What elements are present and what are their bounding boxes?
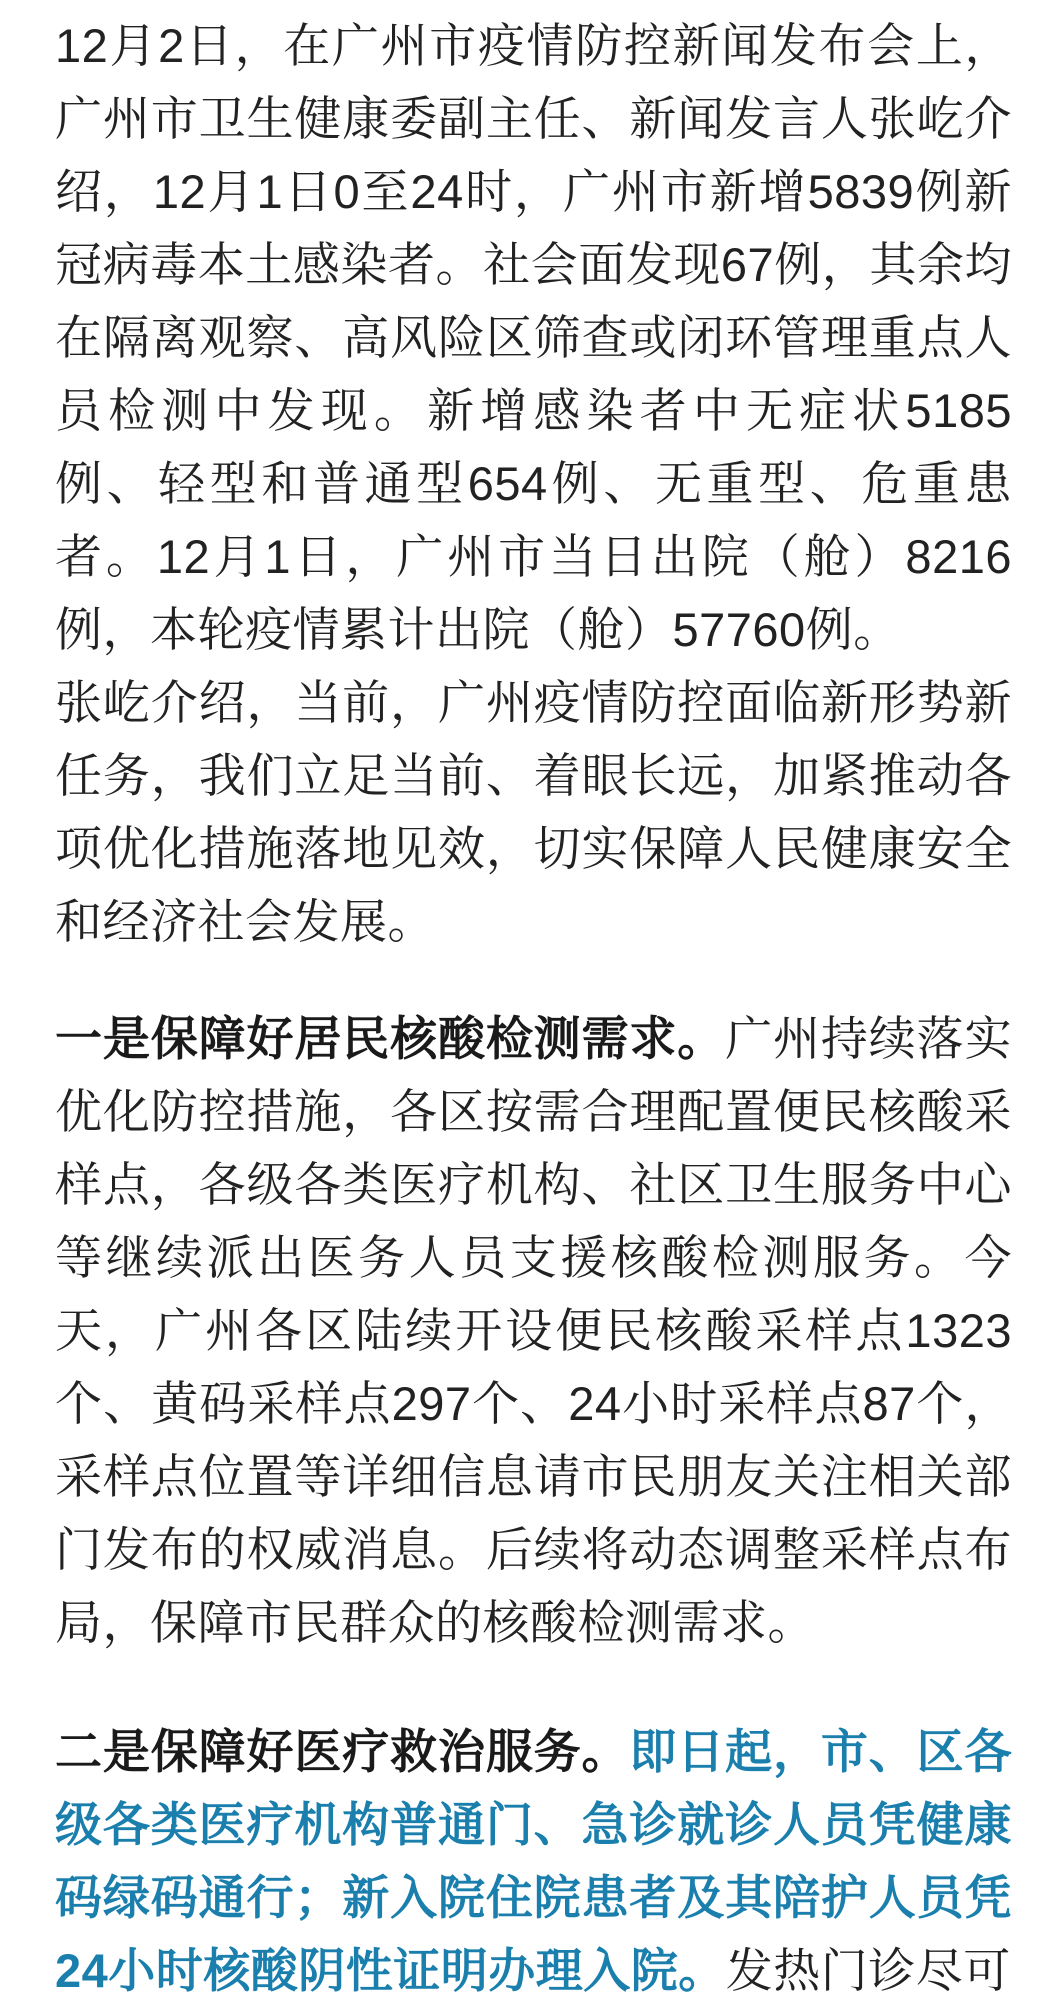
highlighted-policy-text: 即日起，市、区各级各类医疗机构普通门、急诊就诊人员凭健康码绿码通行；新入院住院患者及其陪护人员凭24小时核酸阴性证明办理入院。 [55, 1725, 1013, 1997]
paragraph-daily-cases [55, 9, 1012, 666]
paragraph-text: 12月2日，在广州市疫情防控新闻发布会上，广州市卫生健康委副主任、新闻发言人张屹介绍，12月1日0至24时，广州市新增5839例新冠病毒本土感染者。社会面发现67例，其余均在隔离观察、高风险区筛查或闭环管理重点人员检测中发现。新增感染者中无症状5185例、轻型和普通型654例、无重型、危重患者。12月1日，广州市当日出院（舱）8216例，本轮疫情累计出院（舱）57760例。 [55, 19, 1012, 656]
paragraph-nucleic-acid-testing [55, 1002, 1012, 1659]
section-lead-bold: 一是保障好居民核酸检测需求。 [55, 1012, 726, 1065]
paragraph-text: 广州持续落实优化防控措施，各区按需合理配置便民核酸采样点，各级各类医疗机构、社区卫生服务中心等继续派出医务人员支援核酸检测服务。今天，广州各区陆续开设便民核酸采样点1323个、黄码采样点297个、24小时采样点87个，采样点位置等详细信息请市民朋友关注相关部门发布的权威消息。后续将动态调整采样点布局，保障市民群众的核酸检测需求。 [55, 1012, 1013, 1649]
paragraph-overview [55, 666, 1012, 958]
paragraph-text: 发热门诊尽可 [725, 1944, 1011, 1997]
paragraph-medical-services [55, 1715, 1012, 2007]
section-lead-bold: 二是保障好医疗救治服务。 [55, 1725, 630, 1778]
paragraph-text: 张屹介绍，当前，广州疫情防控面临新形势新任务，我们立足当前、着眼长远，加紧推动各项优化措施落地见效，切实保障人民健康安全和经济社会发展。 [55, 676, 1012, 948]
